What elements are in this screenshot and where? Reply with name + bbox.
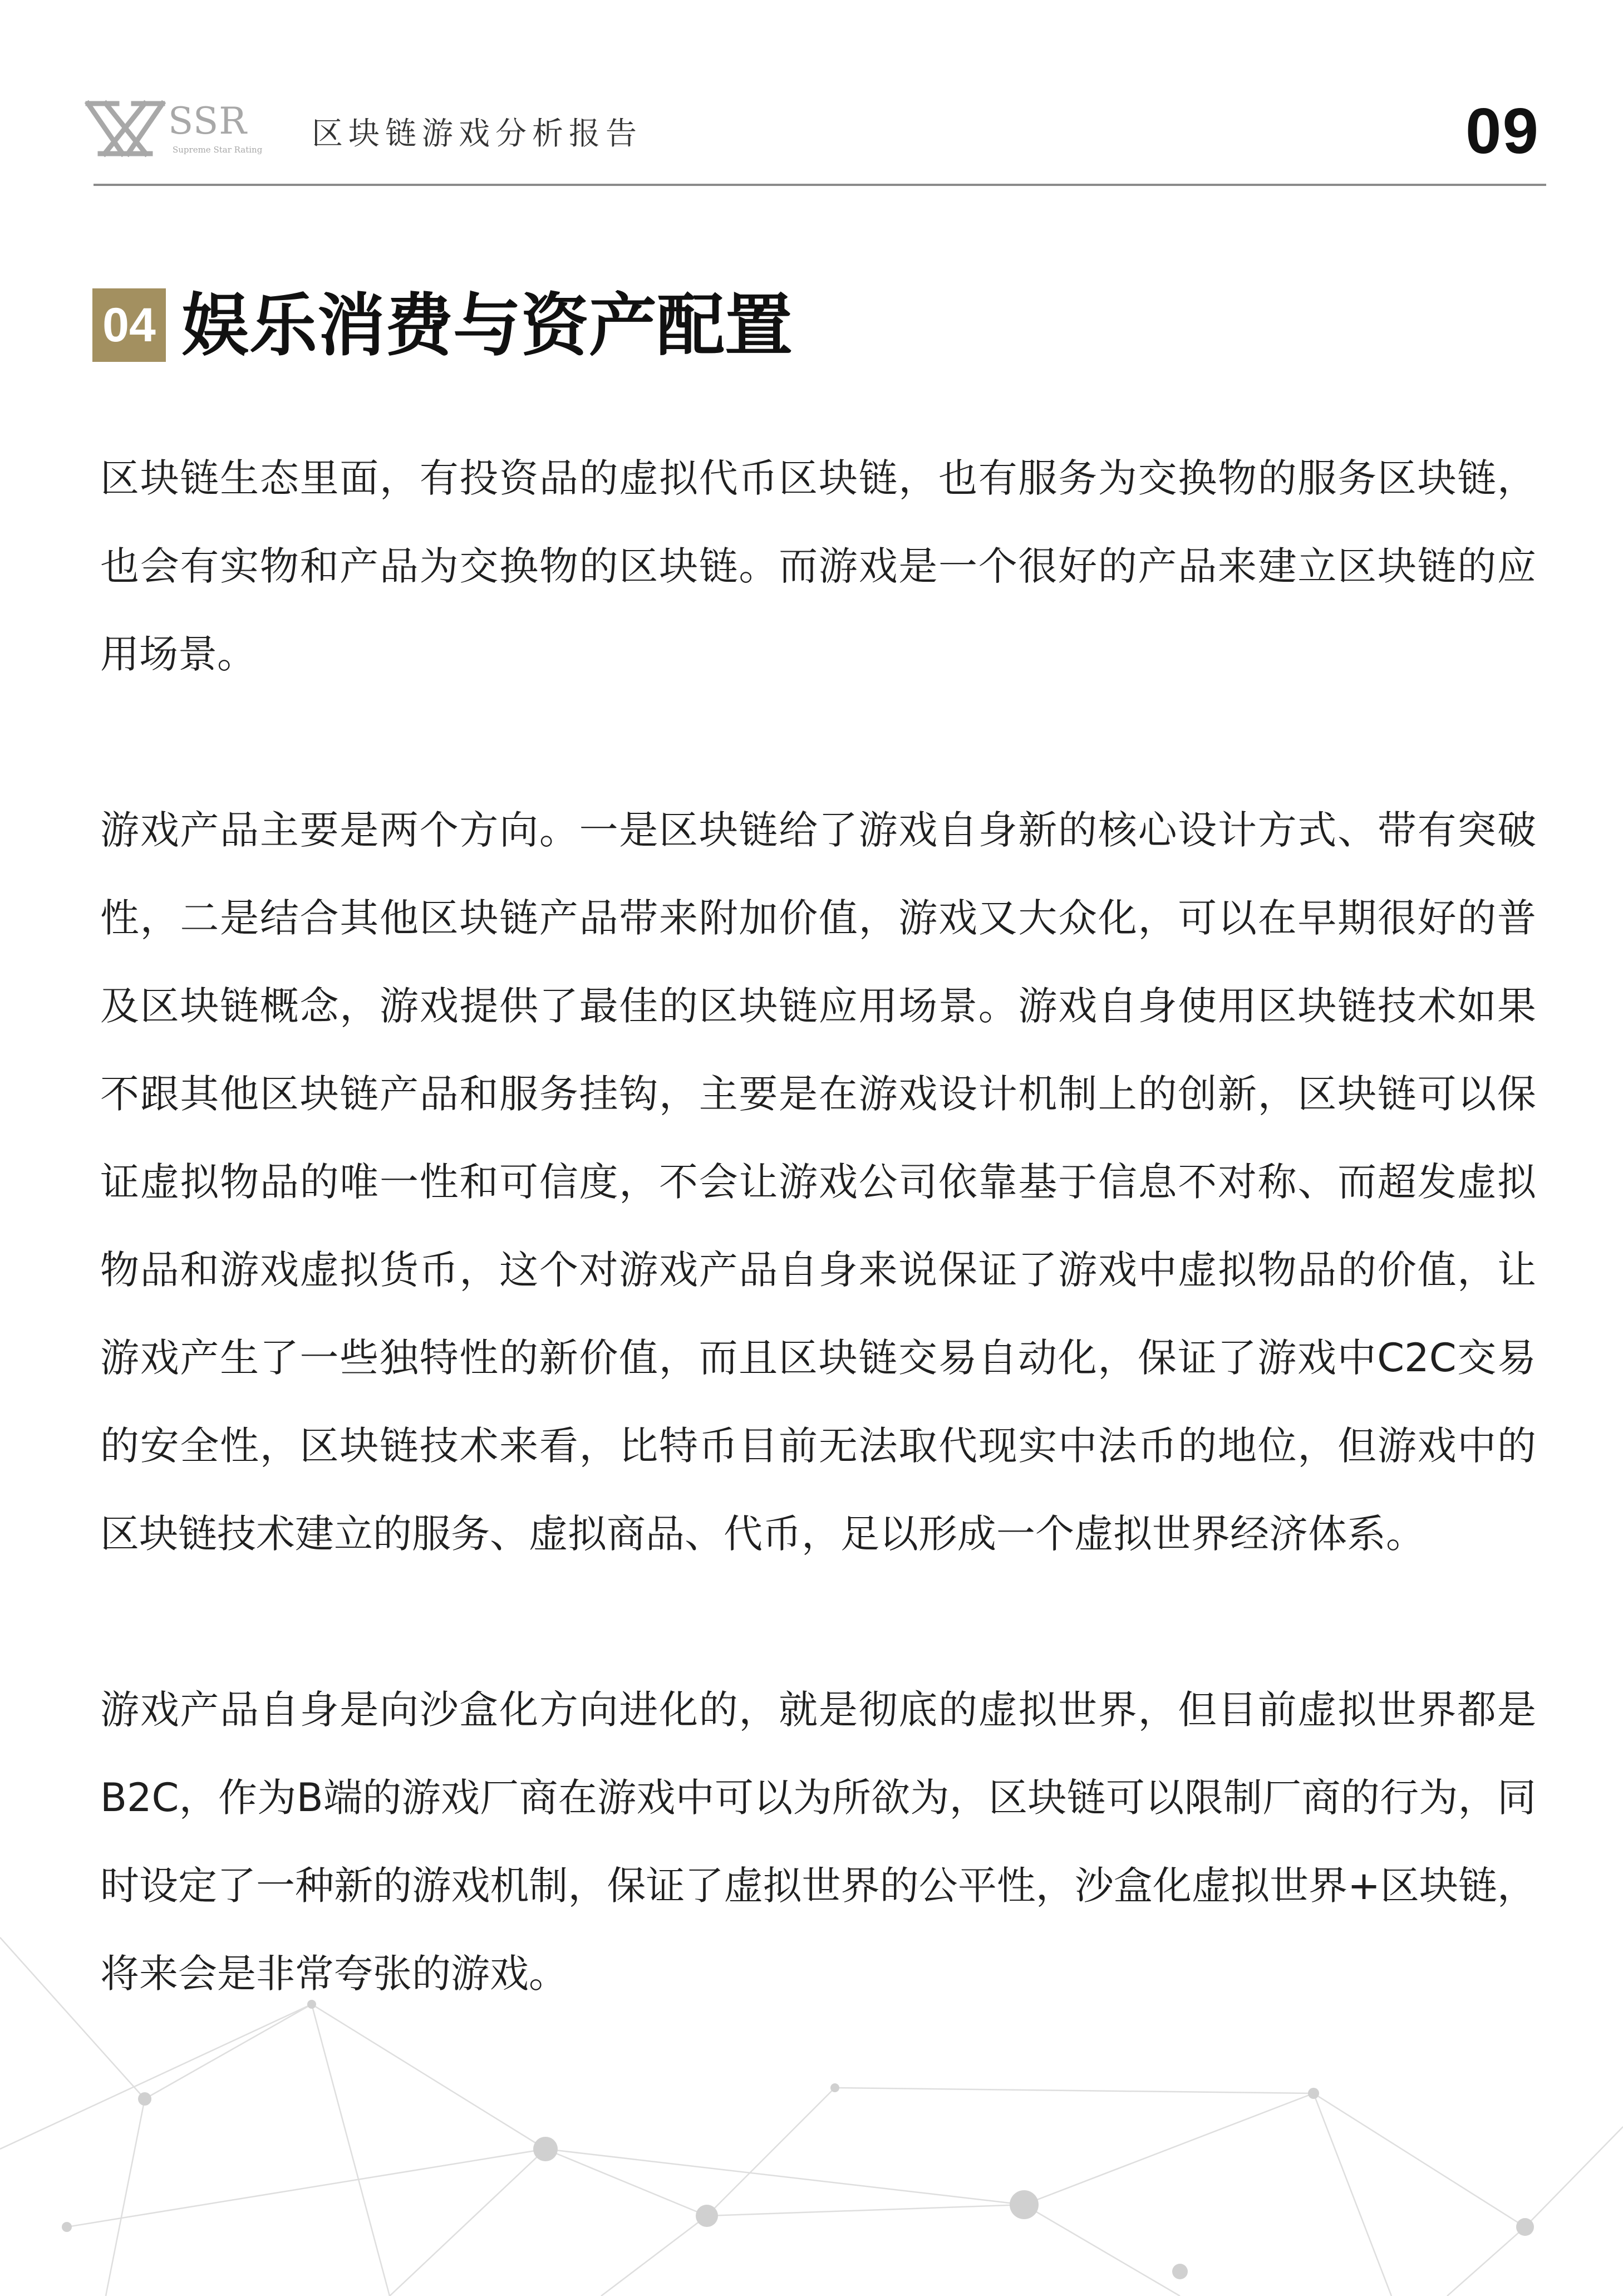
page-number: 09 <box>1465 95 1540 167</box>
ssr-logo-icon <box>83 98 167 160</box>
section-number-badge: 04 <box>92 288 166 362</box>
paragraph: 区块链生态里面，有投资品的虚拟代币区块链，也有服务为交换物的服务区块链，也会有实物和产品为交换物的区块链。而游戏是一个很好的产品来建立区块链的应用场景。 <box>100 455 1536 677</box>
paragraph: 游戏产品主要是两个方向。一是区块链给了游戏自身新的核心设计方式、带有突破性，二是结合其他区块链产品带来附加价值，游戏又大众化，可以在早期很好的普及区块链概念，游戏提供了最佳的区块链应用场景。游戏自身使用区块链技术如果不跟其他区块链产品和服务挂钩，主要是在游戏设计机制上的创新，区块链可以保证虚拟物品的唯一性和可信度，不会让游戏公司依靠基于信息不对称、而超发虚拟物品和游戏虚拟货币，这个对游戏产品自身来说保证了游戏中虚拟物品的价值，让游戏产生了一些独特性的新价值，而且区块链交易自动化，保证了游戏中C2C交易的安全性，区块链技术来看，比特币目前无法取代现实中法币的地位，但游戏中的区块链技术建立的服务、虚拟商品、代币，足以形成一个虚拟世界经济体系。 <box>100 807 1536 1557</box>
logo-text: SSR <box>168 100 247 143</box>
section-title: 娱乐消费与资产配置 <box>181 286 793 365</box>
report-title: 区块链游戏分析报告 <box>312 116 642 152</box>
page-header <box>0 0 1623 189</box>
body-content <box>100 434 1536 2106</box>
logo-subtext: Supreme Star Rating <box>173 145 263 155</box>
header-divider <box>94 184 1546 186</box>
ssr-logo <box>83 98 273 165</box>
paragraph: 游戏产品自身是向沙盒化方向进化的，就是彻底的虚拟世界，但目前虚拟世界都是B2C，作为B端的游戏厂商在游戏中可以为所欲为，区块链可以限制厂商的行为，同时设定了一种新的游戏机制，保证了虚拟世界的公平性，沙盒化虚拟世界+区块链，将来会是非常夸张的游戏。 <box>100 1687 1536 1996</box>
